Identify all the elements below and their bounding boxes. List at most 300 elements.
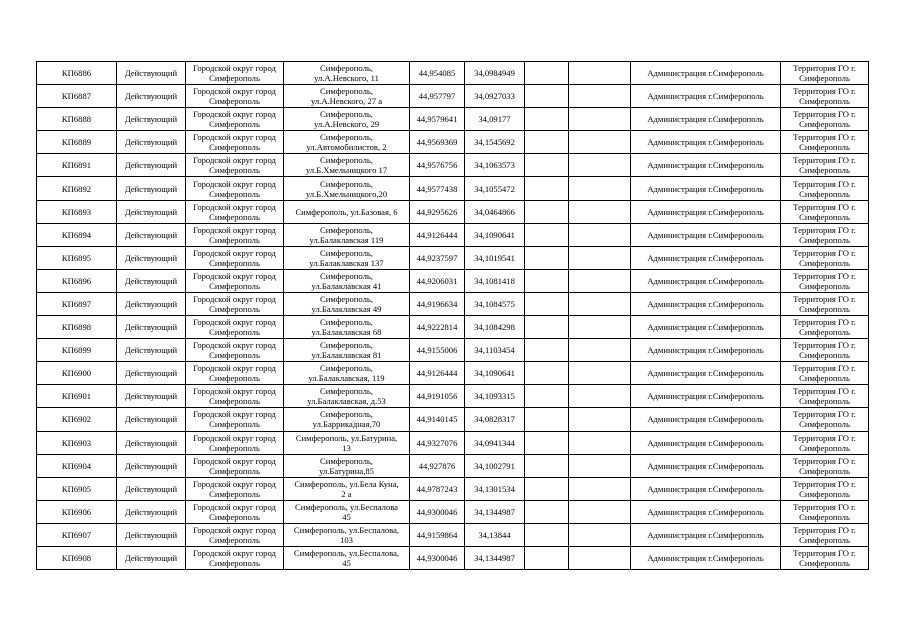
administration-text: Администрация г.Симферополь [647, 391, 764, 402]
latitude-cell [410, 269, 465, 292]
status-cell [117, 339, 186, 362]
administration-text: Администрация г.Симферополь [647, 206, 764, 217]
territory-line-1: Территория ГО г. [793, 178, 856, 189]
administration-text: Администрация г.Симферополь [647, 345, 764, 356]
latitude-cell [410, 62, 465, 85]
district-line-1: Городской округ город [193, 548, 276, 559]
district-line-1: Городской округ город [193, 293, 276, 304]
territory-line-2: Симферополь [799, 280, 850, 291]
longitude-value: 34,1344987 [474, 553, 515, 564]
latitude-value: 44,9569369 [416, 137, 458, 148]
district-line-2: Симферополь [209, 327, 260, 338]
administration-text: Администрация г.Симферополь [647, 252, 764, 263]
administration-cell [631, 177, 781, 200]
empty-cell-2 [569, 431, 631, 454]
address-line-1: Симферополь, [320, 317, 373, 328]
address-cell [284, 200, 410, 223]
longitude-value: 34,1301534 [474, 483, 515, 494]
longitude-value: 34,1002791 [474, 460, 515, 471]
longitude-value: 34,1081418 [474, 275, 515, 286]
status-cell [117, 408, 186, 431]
address-cell [284, 108, 410, 131]
administration-text: Администрация г.Симферополь [647, 160, 764, 171]
longitude-cell [465, 431, 525, 454]
territory-line-2: Симферополь [799, 211, 850, 222]
territory-line-2: Симферополь [799, 303, 850, 314]
longitude-value: 34,0828317 [474, 414, 515, 425]
status-text: Действующий [124, 114, 178, 125]
district-line-2: Симферополь [209, 211, 260, 222]
address-line-2: 2 а [341, 488, 352, 499]
table-row [37, 108, 869, 131]
code-cell [37, 431, 117, 454]
empty-cell-1 [525, 108, 569, 131]
territory-cell [781, 362, 869, 385]
district-cell [186, 269, 284, 292]
territory-line-2: Симферополь [799, 511, 850, 522]
administration-text: Администрация г.Симферополь [647, 460, 764, 471]
latitude-cell [410, 177, 465, 200]
territory-cell [781, 108, 869, 131]
longitude-cell [465, 200, 525, 223]
address-line-1: Симферополь, [320, 247, 373, 258]
administration-cell [631, 477, 781, 500]
district-cell [186, 292, 284, 315]
code-cell [37, 108, 117, 131]
point-code: КП6902 [61, 414, 92, 425]
territory-cell [781, 431, 869, 454]
territory-line-1: Территория ГО г. [793, 478, 856, 489]
table-row [37, 316, 869, 339]
status-cell [117, 269, 186, 292]
code-cell [37, 62, 117, 85]
latitude-value: 44,9140145 [416, 414, 458, 425]
latitude-value: 44,9295626 [416, 206, 458, 217]
latitude-value: 44,9300046 [416, 553, 458, 564]
address-line-2: ул.Б.Хмельницкого 17 [305, 165, 388, 176]
administration-cell [631, 500, 781, 523]
longitude-value: 34,09177 [478, 114, 511, 125]
table-row [37, 177, 869, 200]
longitude-value: 34,0927033 [474, 91, 515, 102]
district-line-1: Городской округ город [193, 224, 276, 235]
district-line-1: Городской округ город [193, 317, 276, 328]
status-text: Действующий [124, 368, 178, 379]
address-line-2: ул.Батурина,85 [319, 465, 374, 476]
status-text: Действующий [124, 483, 178, 494]
address-line-1: Симферополь, [320, 363, 373, 374]
code-cell [37, 546, 117, 569]
longitude-value: 34,1055472 [474, 183, 515, 194]
table-row [37, 431, 869, 454]
longitude-cell [465, 85, 525, 108]
latitude-value: 44,9159864 [416, 529, 458, 540]
territory-line-2: Симферополь [799, 257, 850, 268]
empty-cell-2 [569, 454, 631, 477]
administration-cell [631, 523, 781, 546]
address-line-1: Симферополь, ул.Беспалова, [293, 548, 400, 559]
status-text: Действующий [124, 160, 178, 171]
address-line-1: Симферополь, [320, 293, 373, 304]
administration-text: Администрация г.Симферополь [647, 529, 764, 540]
empty-cell-2 [569, 385, 631, 408]
territory-cell [781, 85, 869, 108]
address-line-1: Симферополь, ул.Батурина, [295, 432, 398, 443]
point-code: КП6896 [61, 275, 92, 286]
address-line-1: Симферополь, [320, 132, 373, 143]
empty-cell-1 [525, 385, 569, 408]
status-cell [117, 362, 186, 385]
table-row [37, 154, 869, 177]
longitude-value: 34,1063573 [474, 160, 515, 171]
administration-text: Администрация г.Симферополь [647, 91, 764, 102]
empty-cell-1 [525, 477, 569, 500]
empty-cell-1 [525, 154, 569, 177]
empty-cell-2 [569, 246, 631, 269]
status-cell [117, 62, 186, 85]
district-cell [186, 154, 284, 177]
latitude-cell [410, 477, 465, 500]
longitude-value: 34,0941344 [474, 437, 515, 448]
administration-text: Администрация г.Симферополь [647, 275, 764, 286]
district-line-1: Городской округ город [193, 247, 276, 258]
territory-line-1: Территория ГО г. [793, 524, 856, 535]
territory-line-1: Территория ГО г. [793, 201, 856, 212]
district-line-1: Городской округ город [193, 386, 276, 397]
address-cell [284, 362, 410, 385]
latitude-value: 44,9206031 [416, 275, 458, 286]
administration-text: Администрация г.Симферополь [647, 483, 764, 494]
administration-text: Администрация г.Симферополь [647, 68, 764, 79]
code-cell [37, 223, 117, 246]
district-line-2: Симферополь [209, 488, 260, 499]
administration-text: Администрация г.Симферополь [647, 229, 764, 240]
district-line-2: Симферополь [209, 257, 260, 268]
empty-cell-1 [525, 85, 569, 108]
district-line-1: Городской округ город [193, 109, 276, 120]
code-cell [37, 454, 117, 477]
point-code: КП6905 [61, 483, 92, 494]
empty-cell-1 [525, 454, 569, 477]
status-cell [117, 316, 186, 339]
territory-cell [781, 408, 869, 431]
latitude-cell [410, 546, 465, 569]
status-text: Действующий [124, 460, 178, 471]
table-row [37, 523, 869, 546]
address-cell [284, 292, 410, 315]
district-line-2: Симферополь [209, 73, 260, 84]
territory-cell [781, 500, 869, 523]
district-line-2: Симферополь [209, 350, 260, 361]
address-line-2: 13 [342, 442, 351, 453]
empty-cell-2 [569, 316, 631, 339]
status-text: Действующий [124, 183, 178, 194]
empty-cell-2 [569, 362, 631, 385]
empty-cell-1 [525, 292, 569, 315]
latitude-value: 44,9787243 [416, 483, 458, 494]
code-cell [37, 316, 117, 339]
administration-cell [631, 316, 781, 339]
table-row [37, 477, 869, 500]
longitude-cell [465, 108, 525, 131]
table-row [37, 292, 869, 315]
table-row [37, 246, 869, 269]
empty-cell-1 [525, 316, 569, 339]
district-line-1: Городской округ город [193, 178, 276, 189]
latitude-value: 44,9577438 [416, 183, 458, 194]
point-code: КП6901 [61, 391, 92, 402]
administration-text: Администрация г.Симферополь [647, 322, 764, 333]
status-text: Действующий [124, 529, 178, 540]
latitude-value: 44,9576756 [416, 160, 458, 171]
district-line-1: Городской округ город [193, 432, 276, 443]
longitude-cell [465, 131, 525, 154]
code-cell [37, 177, 117, 200]
district-line-2: Симферополь [209, 534, 260, 545]
address-line-1: Симферополь, ул.Базовая, 6 [295, 206, 398, 217]
status-text: Действующий [124, 553, 178, 564]
longitude-cell [465, 62, 525, 85]
territory-line-2: Симферополь [799, 465, 850, 476]
empty-cell-1 [525, 362, 569, 385]
longitude-cell [465, 177, 525, 200]
status-text: Действующий [124, 206, 178, 217]
territory-line-2: Симферополь [799, 350, 850, 361]
district-line-1: Городской округ город [193, 409, 276, 420]
administration-cell [631, 431, 781, 454]
latitude-cell [410, 154, 465, 177]
latitude-cell [410, 223, 465, 246]
district-line-2: Симферополь [209, 419, 260, 430]
latitude-value: 44,957797 [418, 91, 456, 102]
latitude-value: 44,9579641 [416, 114, 458, 125]
district-line-1: Городской округ город [193, 201, 276, 212]
territory-line-2: Симферополь [799, 165, 850, 176]
status-cell [117, 85, 186, 108]
territory-cell [781, 246, 869, 269]
administration-text: Администрация г.Симферополь [647, 553, 764, 564]
latitude-cell [410, 246, 465, 269]
administration-cell [631, 385, 781, 408]
address-line-1: Симферополь, ул.Беспалова [295, 501, 398, 512]
territory-line-1: Территория ГО г. [793, 363, 856, 374]
territory-line-1: Территория ГО г. [793, 409, 856, 420]
district-line-1: Городской округ город [193, 524, 276, 535]
district-line-1: Городской округ город [193, 455, 276, 466]
territory-line-2: Симферополь [799, 188, 850, 199]
district-line-1: Городской округ город [193, 86, 276, 97]
district-cell [186, 62, 284, 85]
district-cell [186, 454, 284, 477]
status-cell [117, 385, 186, 408]
latitude-value: 44,9222814 [416, 322, 458, 333]
status-cell [117, 477, 186, 500]
point-code: КП6888 [61, 114, 92, 125]
empty-cell-2 [569, 223, 631, 246]
status-text: Действующий [124, 68, 178, 79]
status-text: Действующий [124, 414, 178, 425]
status-text: Действующий [124, 298, 178, 309]
address-line-2: ул.Балаклавская 81 [311, 350, 382, 361]
district-cell [186, 385, 284, 408]
territory-line-1: Территория ГО г. [793, 548, 856, 559]
district-cell [186, 200, 284, 223]
longitude-cell [465, 385, 525, 408]
territory-line-2: Симферополь [799, 488, 850, 499]
empty-cell-1 [525, 62, 569, 85]
address-cell [284, 223, 410, 246]
territory-line-2: Симферополь [799, 534, 850, 545]
empty-cell-2 [569, 62, 631, 85]
longitude-cell [465, 362, 525, 385]
point-code: КП6900 [61, 368, 92, 379]
district-line-2: Симферополь [209, 511, 260, 522]
address-line-1: Симферополь, ул.Бела Куна, [294, 478, 399, 489]
longitude-value: 34,1084298 [474, 322, 515, 333]
district-cell [186, 431, 284, 454]
code-cell [37, 339, 117, 362]
address-cell [284, 316, 410, 339]
territory-line-1: Территория ГО г. [793, 432, 856, 443]
latitude-value: 44,954085 [418, 68, 456, 79]
address-cell [284, 500, 410, 523]
address-cell [284, 546, 410, 569]
latitude-cell [410, 408, 465, 431]
address-line-2: 45 [342, 558, 351, 569]
code-cell [37, 362, 117, 385]
point-code: КП6906 [61, 506, 92, 517]
territory-line-1: Территория ГО г. [793, 109, 856, 120]
district-line-1: Городской округ город [193, 270, 276, 281]
longitude-value: 34,1545692 [474, 137, 515, 148]
code-cell [37, 385, 117, 408]
empty-cell-1 [525, 546, 569, 569]
address-line-1: Симферополь, [320, 155, 373, 166]
territory-cell [781, 292, 869, 315]
latitude-cell [410, 339, 465, 362]
empty-cell-2 [569, 500, 631, 523]
latitude-value: 44,9300046 [416, 506, 458, 517]
longitude-value: 34,1103454 [474, 345, 515, 356]
administration-text: Администрация г.Симферополь [647, 298, 764, 309]
district-cell [186, 177, 284, 200]
status-text: Действующий [124, 391, 178, 402]
address-line-2: ул.Балаклавская 119 [309, 234, 384, 245]
address-line-1: Симферополь, [320, 224, 373, 235]
address-cell [284, 62, 410, 85]
status-cell [117, 177, 186, 200]
address-line-2: ул.Балаклавская 41 [311, 280, 382, 291]
territory-line-2: Симферополь [799, 327, 850, 338]
district-cell [186, 108, 284, 131]
address-line-1: Симферополь, [320, 86, 373, 97]
status-text: Действующий [124, 275, 178, 286]
district-line-2: Симферополь [209, 234, 260, 245]
latitude-value: 44,927876 [418, 460, 456, 471]
territory-line-2: Симферополь [799, 73, 850, 84]
address-cell [284, 385, 410, 408]
administration-cell [631, 131, 781, 154]
status-text: Действующий [124, 252, 178, 263]
table-row [37, 385, 869, 408]
territory-line-2: Симферополь [799, 96, 850, 107]
empty-cell-2 [569, 177, 631, 200]
latitude-value: 44,9191056 [416, 391, 458, 402]
district-line-1: Городской округ город [193, 478, 276, 489]
district-line-2: Симферополь [209, 303, 260, 314]
longitude-cell [465, 500, 525, 523]
administration-cell [631, 154, 781, 177]
longitude-cell [465, 408, 525, 431]
status-text: Действующий [124, 229, 178, 240]
empty-cell-2 [569, 85, 631, 108]
longitude-value: 34,1090641 [474, 229, 515, 240]
status-cell [117, 523, 186, 546]
district-cell [186, 500, 284, 523]
point-code: КП6889 [61, 137, 92, 148]
empty-cell-2 [569, 477, 631, 500]
territory-line-1: Территория ГО г. [793, 386, 856, 397]
administration-cell [631, 108, 781, 131]
district-line-1: Городской округ город [193, 132, 276, 143]
longitude-cell [465, 454, 525, 477]
district-cell [186, 316, 284, 339]
code-cell [37, 408, 117, 431]
territory-line-1: Территория ГО г. [793, 293, 856, 304]
empty-cell-1 [525, 200, 569, 223]
territory-cell [781, 477, 869, 500]
territory-line-2: Симферополь [799, 234, 850, 245]
latitude-cell [410, 362, 465, 385]
address-line-1: Симферополь, [320, 178, 373, 189]
code-cell [37, 292, 117, 315]
code-cell [37, 131, 117, 154]
empty-cell-1 [525, 523, 569, 546]
longitude-value: 34,1093315 [474, 391, 515, 402]
longitude-cell [465, 477, 525, 500]
status-text: Действующий [124, 506, 178, 517]
status-text: Действующий [124, 345, 178, 356]
address-line-2: ул.Балаклавская 49 [311, 303, 382, 314]
district-line-1: Городской округ город [193, 155, 276, 166]
administration-text: Администрация г.Симферополь [647, 506, 764, 517]
district-line-2: Симферополь [209, 96, 260, 107]
point-code: КП6907 [61, 529, 92, 540]
longitude-cell [465, 246, 525, 269]
longitude-cell [465, 223, 525, 246]
code-cell [37, 246, 117, 269]
empty-cell-2 [569, 408, 631, 431]
code-cell [37, 85, 117, 108]
code-cell [37, 477, 117, 500]
longitude-cell [465, 292, 525, 315]
point-code: КП6908 [61, 553, 92, 564]
administration-cell [631, 454, 781, 477]
address-cell [284, 269, 410, 292]
territory-line-1: Территория ГО г. [793, 86, 856, 97]
latitude-cell [410, 108, 465, 131]
status-text: Действующий [124, 322, 178, 333]
status-cell [117, 154, 186, 177]
territory-line-2: Симферополь [799, 373, 850, 384]
longitude-cell [465, 523, 525, 546]
address-line-1: Симферополь, [320, 409, 373, 420]
latitude-cell [410, 431, 465, 454]
latitude-cell [410, 500, 465, 523]
territory-cell [781, 546, 869, 569]
administration-text: Администрация г.Симферополь [647, 137, 764, 148]
longitude-cell [465, 154, 525, 177]
